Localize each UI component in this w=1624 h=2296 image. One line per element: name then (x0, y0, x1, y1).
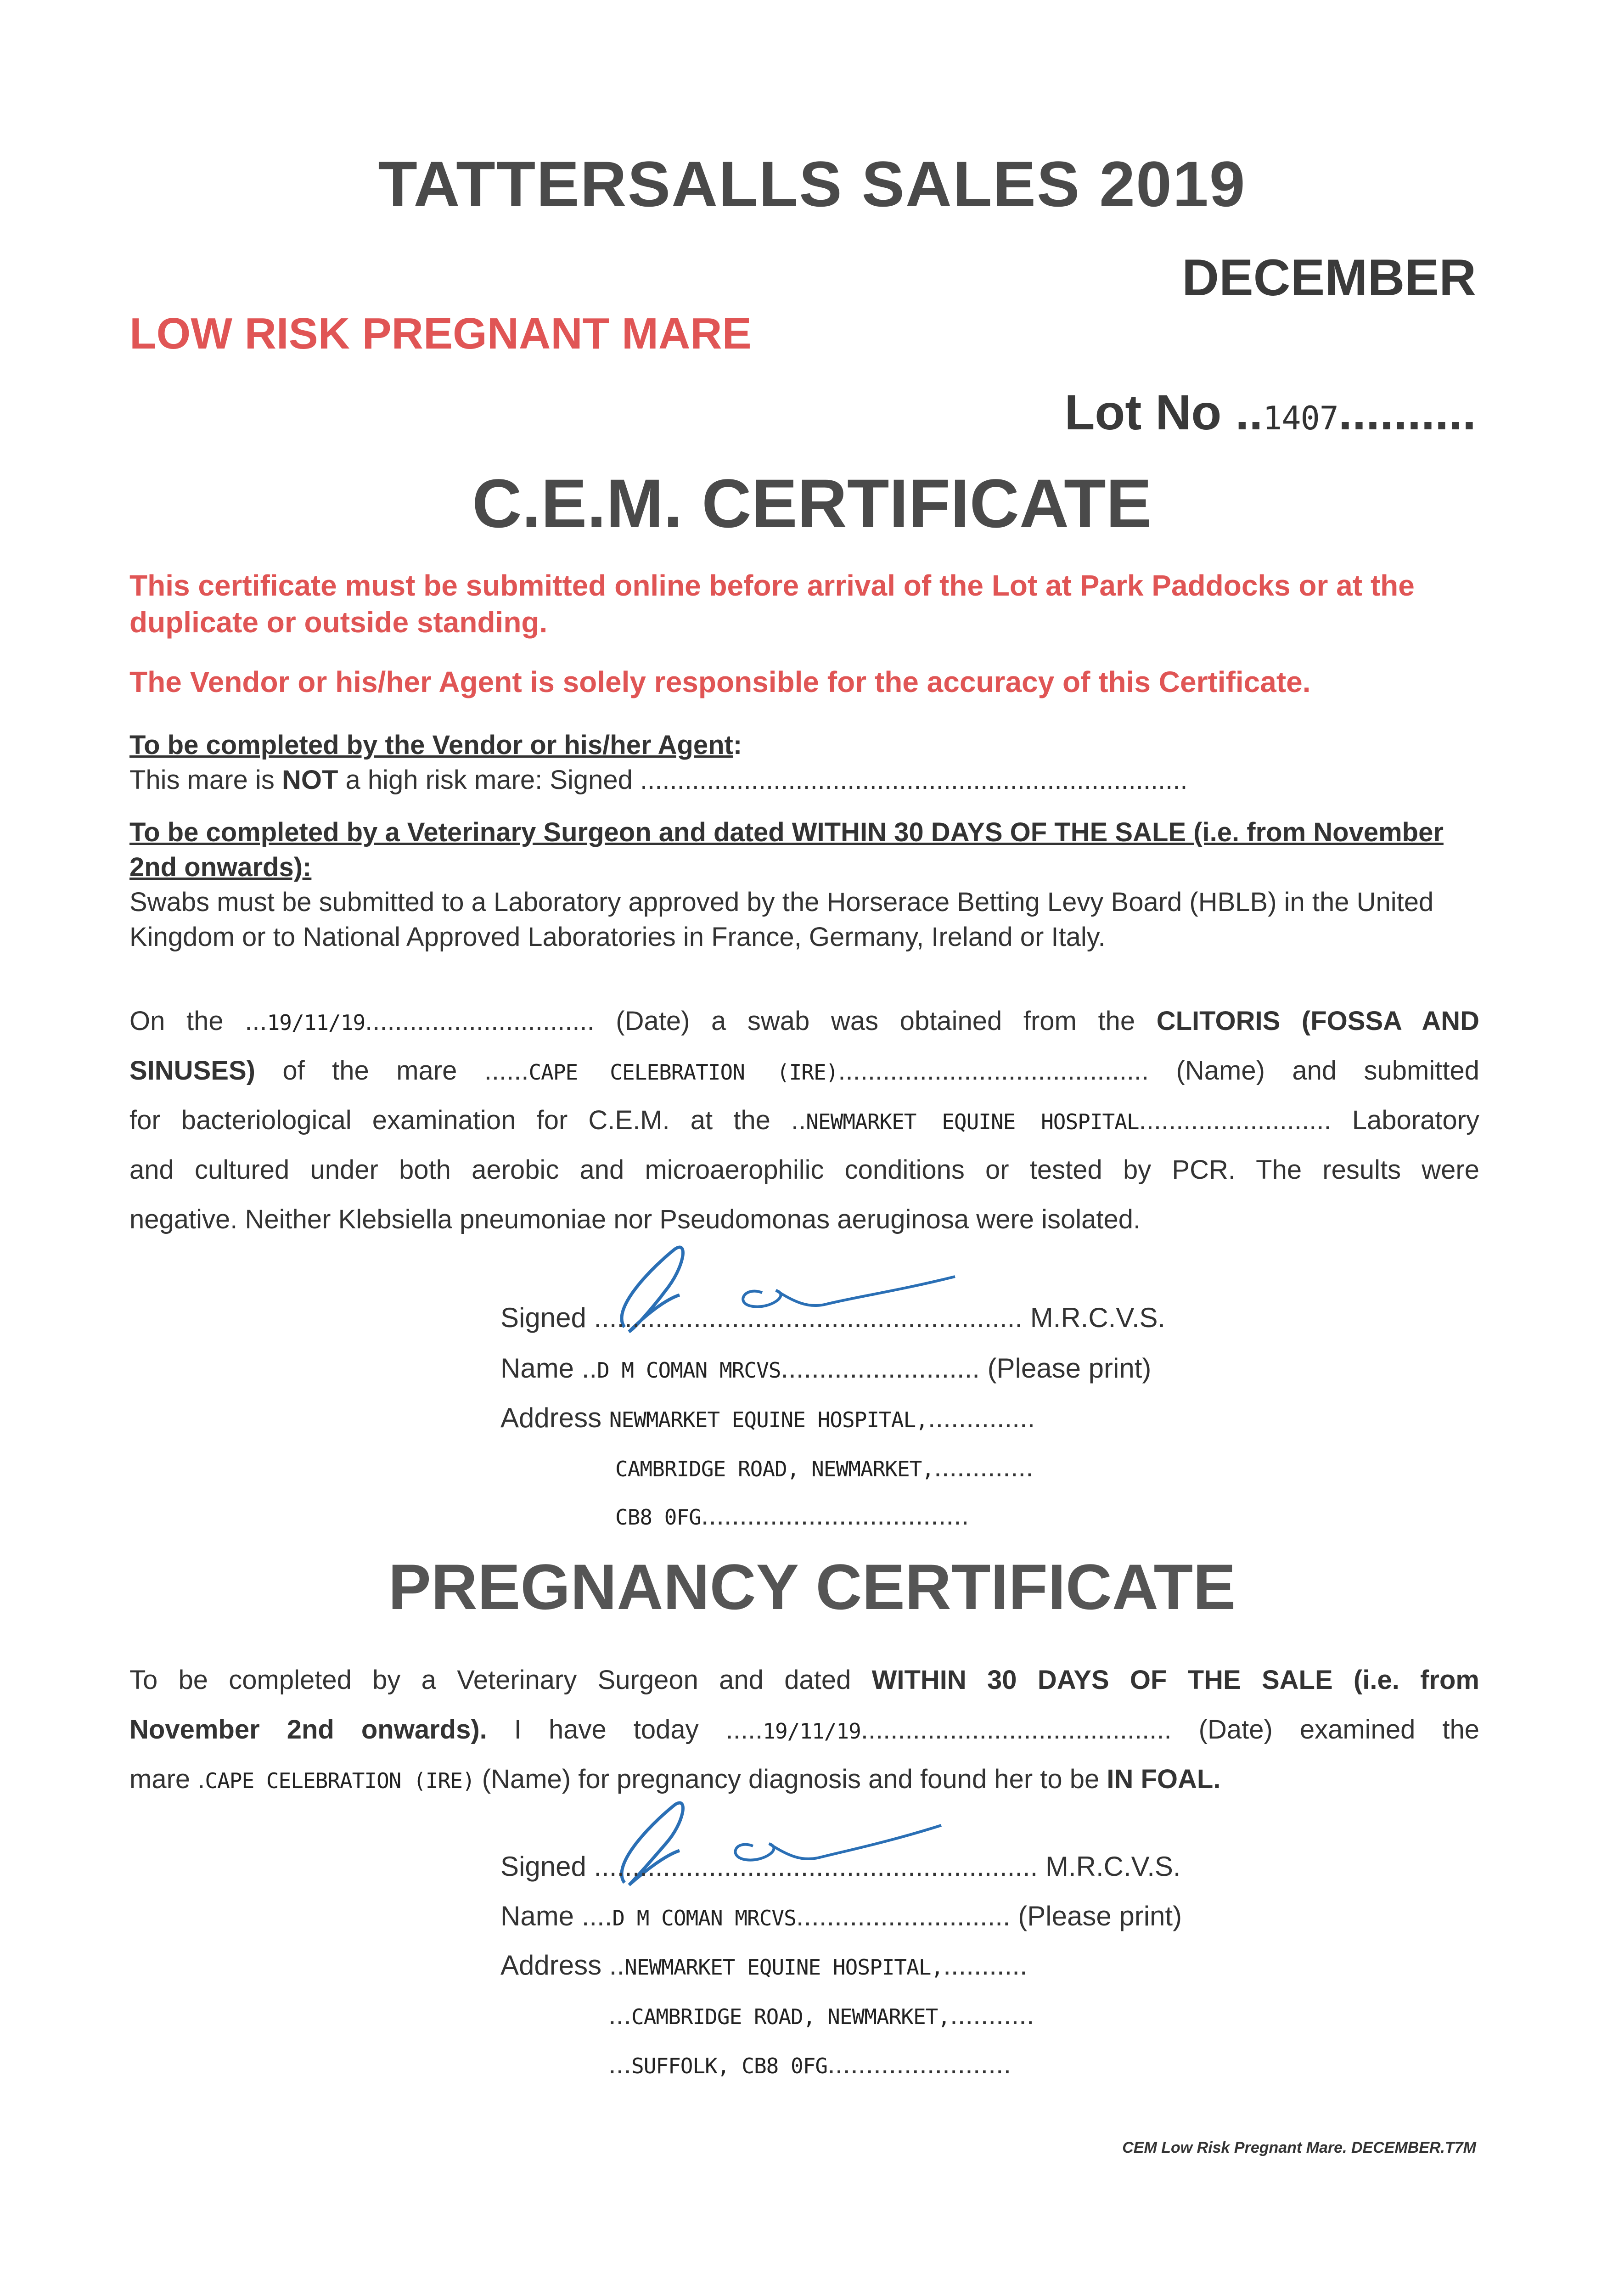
lot-dots: .......... (1338, 384, 1476, 440)
risk-label: LOW RISK PREGNANT MARE (129, 309, 752, 358)
preg-mare-name: CAPE CELEBRATION (IRE) (205, 1768, 475, 1793)
swab-requirements: Swabs must be submitted to a Laboratory approved by the Horserace Betting Levy Board (HBLB) in the United Kingdom or to National Approved Laboratories in France, Germany, Ireland or Italy. (129, 887, 1434, 952)
vendor-section: To be completed by the Vendor or his/her Agent: This mare is NOT a high risk mare: Signed .......................................................................... (129, 728, 1479, 798)
cem-line-1: On the ...19/11/19............................... (Date) a swab was obtained from the CLITORIS (FOSSA AND (129, 1006, 1479, 1036)
preg-name-line: Name ....D M COMAN MRCVS............................ (Please print) (500, 1901, 1182, 1931)
cem-address-line-2: CAMBRIDGE ROAD, NEWMARKET,............. (615, 1452, 1034, 1482)
cem-line-5: negative. Neither Klebsiella pneumoniae nor Pseudomonas aeruginosa were isolated. (129, 1204, 1141, 1234)
vendor-heading: To be completed by the Vendor or his/her Agent (129, 730, 733, 760)
swab-date: 19/11/19 (267, 1010, 365, 1035)
cem-certificate-title: C.E.M. CERTIFICATE (472, 465, 1152, 542)
sales-title: TATTERSALLS SALES 2019 (378, 148, 1246, 220)
cem-line-3: for bacteriological examination for C.E.M. at the ..NEWMARKET EQUINE HOSPITAL.......................... Laboratory (129, 1105, 1480, 1135)
examination-date: 19/11/19 (763, 1719, 861, 1744)
pregnancy-certificate-title: PREGNANCY CERTIFICATE (388, 1551, 1236, 1623)
preg-address-line-1: Address ..NEWMARKET EQUINE HOSPITAL,........... (500, 1950, 1028, 1981)
preg-line-1: To be completed by a Veterinary Surgeon and dated WITHIN 30 DAYS OF THE SALE (i.e. from (129, 1665, 1479, 1695)
cem-line-2: SINUSES) of the mare ......CAPE CELEBRATION (IRE).......................................... (Name) and submitted (129, 1056, 1479, 1086)
submission-notice: This certificate must be submitted online before arrival of the Lot at Park Paddocks or at the duplicate or outside standing. (129, 569, 1415, 639)
lot-label: Lot No .. (1064, 384, 1263, 440)
laboratory-name: NEWMARKET EQUINE HOSPITAL (806, 1109, 1139, 1134)
mare-name: CAPE CELEBRATION (IRE) (528, 1060, 838, 1085)
cem-name-line: Name ..D M COMAN MRCVS.......................... (Please print) (500, 1353, 1152, 1384)
cem-address-line-3: CB8 0FG................................... (615, 1500, 969, 1531)
cem-line-4: and cultured under both aerobic and microaerophilic conditions or tested by PCR. The results were (129, 1155, 1479, 1185)
preg-address-line-3: ...SUFFOLK, CB8 0FG........................ (608, 2048, 1011, 2079)
lot-number: 1407 (1263, 400, 1338, 437)
lot-number-line (1064, 383, 1476, 441)
cem-signed-line: Signed ........................................................ M.R.C.V.S. (500, 1302, 1166, 1333)
sale-month: DECEMBER (1182, 249, 1476, 306)
preg-line-2: November 2nd onwards). I have today .....19/11/19.......................................... (Date) examined the (129, 1715, 1479, 1745)
responsibility-notice: The Vendor or his/her Agent is solely responsible for the accuracy of this Certificate. (129, 665, 1311, 698)
preg-address-line-2: ...CAMBRIDGE ROAD, NEWMARKET,........... (608, 1999, 1034, 2030)
vet-heading: To be completed by a Veterinary Surgeon and dated WITHIN 30 DAYS OF THE SALE (i.e. from November 2nd onwards): (129, 817, 1444, 882)
form-reference: CEM Low Risk Pregnant Mare. DECEMBER.T7M (1122, 2139, 1476, 2156)
preg-line-3: mare .CAPE CELEBRATION (IRE) (Name) for pregnancy diagnosis and found her to be IN FOAL. (129, 1764, 1221, 1794)
preg-signed-line: Signed .......................................................... M.R.C.V.S. (500, 1851, 1181, 1882)
vet-section (129, 815, 1479, 955)
preg-vet-name: D M COMAN MRCVS (612, 1906, 796, 1930)
vendor-declaration: This mare is NOT a high risk mare: Signed .......................................................................... (129, 765, 1188, 795)
cem-address-line-1: Address NEWMARKET EQUINE HOSPITAL,.............. (500, 1402, 1035, 1433)
cem-vet-name: D M COMAN MRCVS (597, 1358, 781, 1383)
